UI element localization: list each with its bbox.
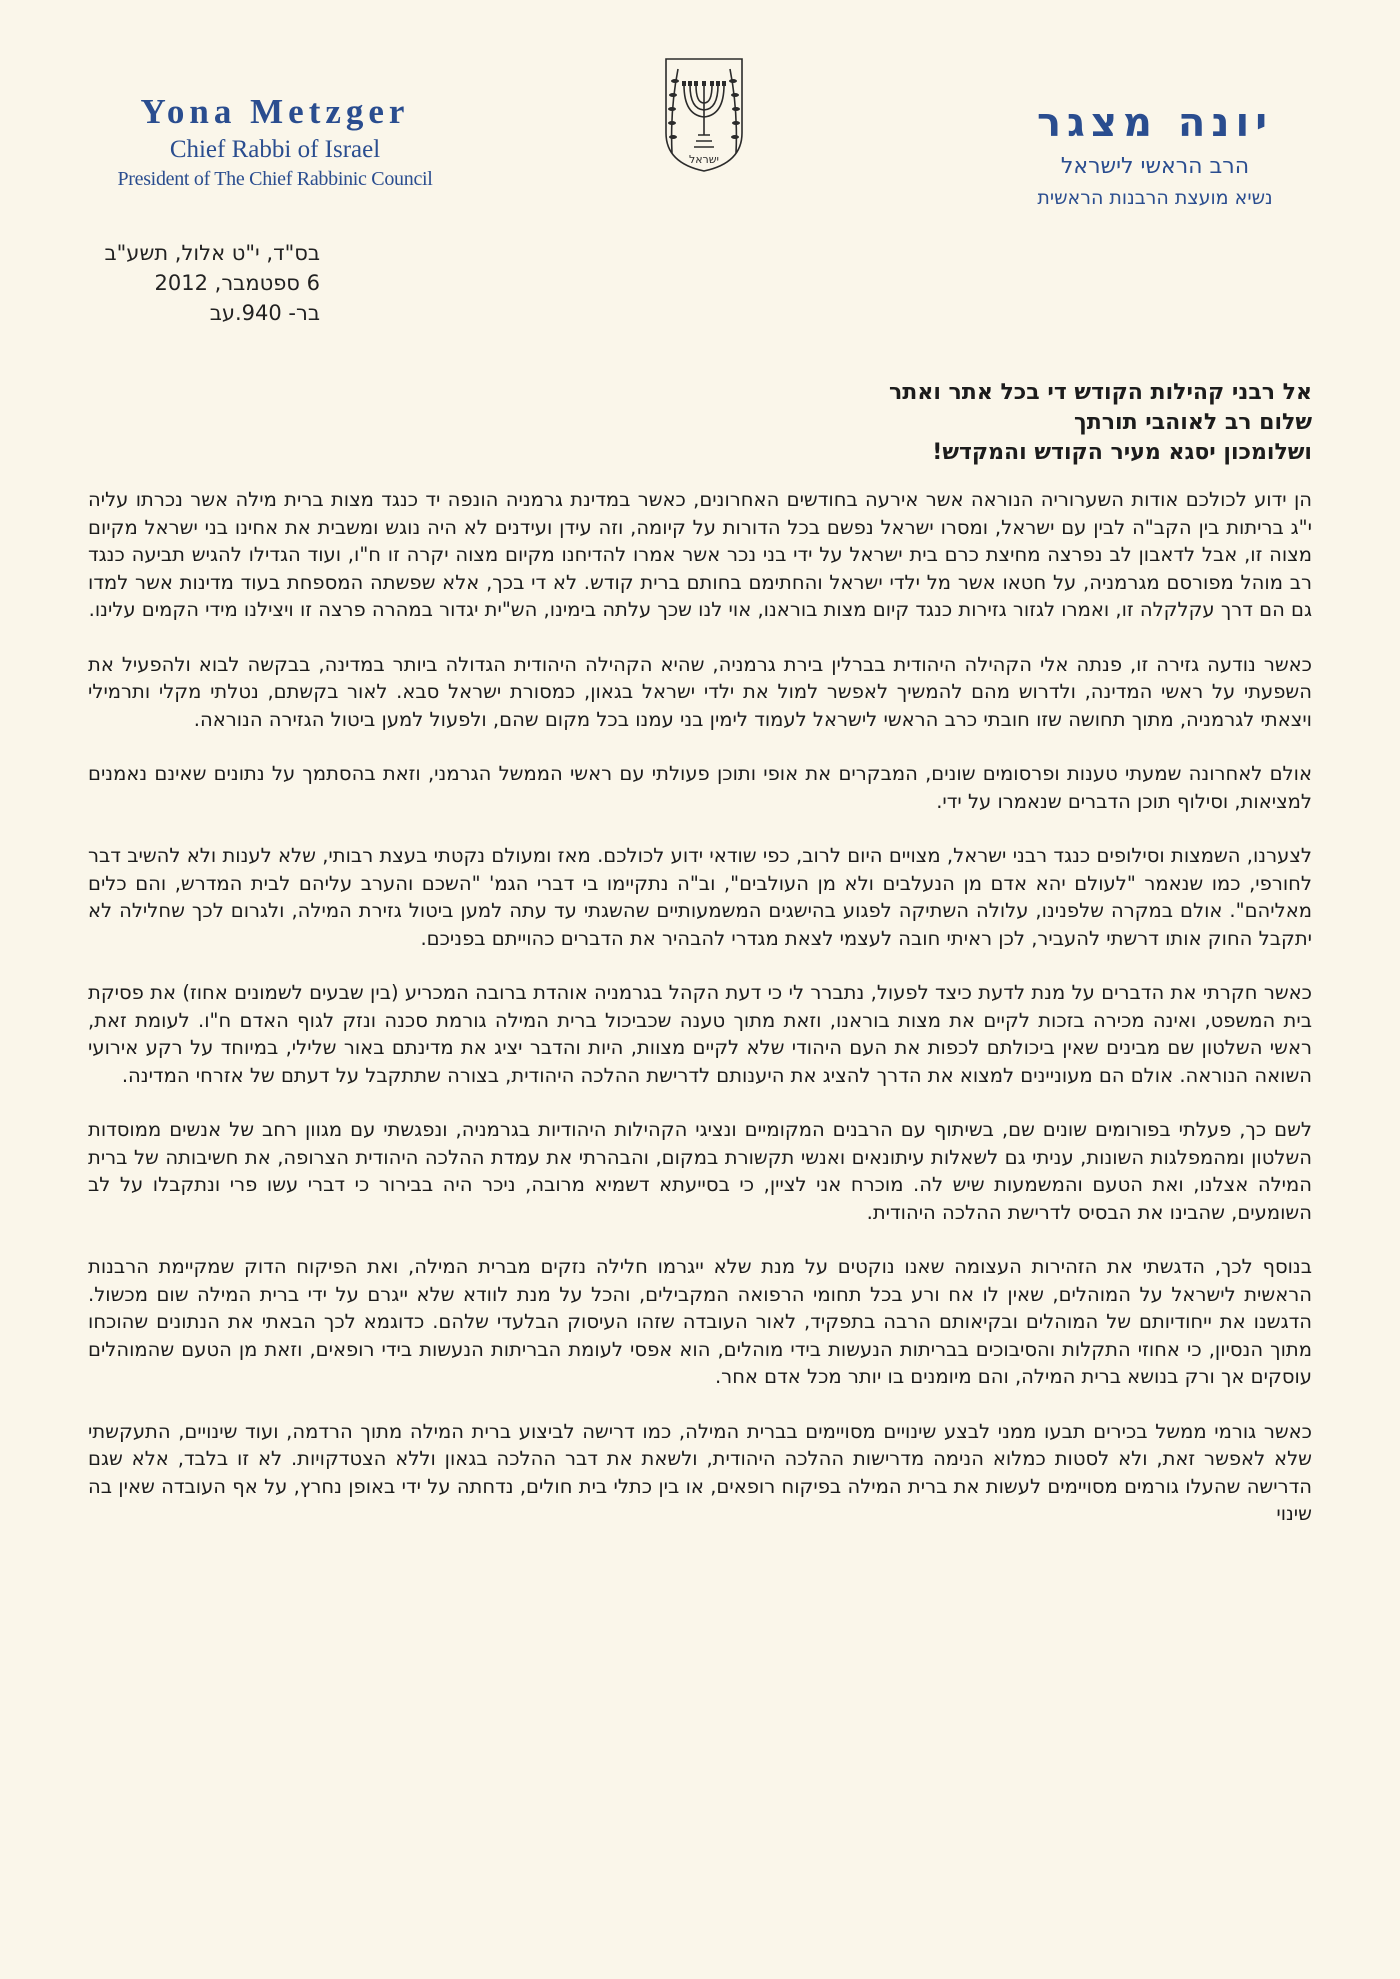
hebrew-date: בס"ד, י"ט אלול, תשע"ב xyxy=(104,241,320,265)
body-paragraph-7: בנוסף לכך, הדגשתי את הזהירות העצומה שאנו נוקטים על מנת שלא ייגרמו חלילה נזקים מברית המילה, ואת הפיקוח הדוק שמקיימת הרבנות הראשית לישראל על המוהלים, שאין לו אח ורע בכל תחומי הרפואה המקבילים, והכל על מנת לוודא שלא ייגרם על ידי ברית המילה שום מכשול. הדגשנו את ייחודיותם של המוהלים ובקיאותם הרבה בתפקיד, לאור העובדה שזהו העיסוק הבלעדי שלהם. כדוגמא לכך הבאתי את הנתונים שהוכחו מתוך הנסיון, כי אחוזי התקלות והסיבוכים בבריתות הנעשות בידי מוהלים, הוא אפסי לעומת הבריתות הנעשות בידי רופאים, וזאת מן הטעם שהמוהלים עוסקים אך ורק בנושא ברית המילה, והם מיומנים בו יותר מכל אדם אחר. xyxy=(88,1255,1312,1388)
body-paragraph-4: לצערנו, השמצות וסילופים כנגד רבני ישראל, מצויים היום לרוב, כפי שודאי ידוע לכולכם. מאז ומעולם נקטתי בעצת רבותי, שלא לענות ולא להשיב דבר לחורפי, כמו שנאמר "לעולם יהא אדם מן הנעלבים ולא מן העולבים", וב"ה נתקיימו בי דברי הגמ' "השכם והערב עליהם לבית המדרש, והם כלים מאליהם". אולם במקרה שלפנינו, עלולה השתיקה לפגוע בהישגים המשמעותיים שהשגתי עד עתה למען ביטול גזירת המילה, ולגרום לכך שחלילה לא יתקבל החוק אותו דרשתי להעביר, לכן ראיתי חובה לעצמי לצאת מגדרי להבהיר את הדברים כהוייתם בפניכם. xyxy=(88,844,1312,950)
emblem-label: ישראל xyxy=(688,153,720,166)
state-of-israel-emblem-icon xyxy=(658,55,750,175)
greeting-line-2: שלום רב לאוהבי תורתך xyxy=(1074,410,1312,435)
council-title-english: President of The Chief Rabbinic Council xyxy=(117,168,433,190)
gregorian-date: 6 ספטמבר, 2012 xyxy=(154,271,320,295)
greeting xyxy=(412,378,1312,468)
body-paragraph-3: אולם לאחרונה שמעתי טענות ופרסומים שונים, המבקרים את אופי ותוכן פעולתי עם ראשי הממשל הגרמני, וזאת בהסתמך על נתונים שאינם נאמנים למציאות, וסילוף תוכן הדברים שנאמרו על ידי. xyxy=(88,762,1312,813)
body-paragraph-8: כאשר גורמי ממשל בכירים תבעו ממני לבצע שינויים מסויימים בברית המילה, כמו דרישה לביצוע ברית המילה מתוך הרדמה, ועוד שינויים, התעקשתי שלא לאפשר זאת, ולא לסטות כמלוא הנימה מדרישות ההלכה היהודית, ולשאת את דבר ההלכה בגאון וללא הצטדקויות. לא זו בלבד, אלא שגם הדרישה שהעלו גורמים מסויימים לעשות את ברית המילה בפיקוח רופאים, או בין כתלי בית חולים, נדחתה על ידי באופן נחרץ, על אף העובדה שאין בה שינוי xyxy=(88,1419,1312,1525)
body-paragraph-5: כאשר חקרתי את הדברים על מנת לדעת כיצד לפעול, נתברר לי כי דעת הקהל בגרמניה אוהדת ברובה המכריע (בין שבעים לשמונים אחוז) את פסיקת בית המשפט, ואינה מכירה בזכות לקיים את מצות בוראנו, וזאת מתוך טענה שכביכול ברית המילה גורמת סכנה ונזק לגוף האדם ח"ו. לעומת זאת, ראשי השלטון שם מבינים שאין ביכולתם לכפות את העם היהודי שלא לקיים מצוות, היות והדבר יציג את מדינתם באור שלילי, במיוחד על רקע אירועי השואה הנוראה. אולם הם מעוניינים למצוא את הדרך להציג את היענותם לדרישת ההלכה היהודית, בצורה שתתקבל על דעתם של אזרחי המדינה. xyxy=(88,981,1312,1087)
rabbi-name-hebrew: יונה מצגר xyxy=(1036,100,1274,146)
body-paragraph-1: הן ידוע לכולכם אודות השערוריה הנוראה אשר אירעה בחודשים האחרונים, כאשר במדינת גרמניה הונפה יד כנגד מצות ברית מילה אשר נכרתו עליה י"ג בריתות בין הקב"ה לבין עם ישראל, ומסרו ישראל נפשם בכל הדורות על קיומה, וזה עידן ועידנים לא היה נוגש ומשבית את אחינו בני ישראל מקיום מצוה זו, אבל לדאבון לב נפרצה מחיצת כרם בית ישראל על ידי בני נכר אשר אמרו להדיחנו מקיום מצוה יקרה זו ח"ו, ועוד הגדילו להגיש תביעה כנגד רב מוהל מפורסם מגרמניה, על חטאו אשר מל ילדי ישראל והחתימם בחותם ברית קודש. לא די בכך, אלא שפשתה המספחת בעוד מדינות אשר למדו גם הם דרך עקלקלה זו, ואמרו לגזור גזירות כנגד קיום מצות בוראנו, אוי לנו שכך עלתה בימינו, הש"ית יגדור במהרה פרצה זו ויצילנו מידי הקמים עלינו. xyxy=(88,488,1312,621)
letter-body xyxy=(88,486,1312,1555)
council-title-hebrew: נשיא מועצת הרבנות הראשית xyxy=(1037,187,1273,209)
rabbi-name-english: Yona Metzger xyxy=(140,92,410,131)
rabbi-title-hebrew: הרב הראשי לישראל xyxy=(1060,154,1250,179)
letterhead-hebrew xyxy=(990,100,1320,209)
body-paragraph-6: לשם כך, פעלתי בפורומים שונים שם, בשיתוף עם הרבנים המקומיים ונציגי הקהילות היהודיות בגרמניה, ונפגשתי עם מגוון רחב של אנשים ממוסדות השלטון ומהמפלגות השונות, עניתי גם לשאלות עיתונאים ואנשי תקשורת במקום, והבהרתי את עמדת ההלכה היהודית הצרופה, את חשיבותה של ברית המילה אצלנו, ואת הטעם והמשמעות שיש לה. מוכרח אני לציין, כי בסייעתא דשמיא מרובה, ניכר היה בבירור כי דברי עשו פרי ונתקבלו על לב השומעים, שהבינו את הבסיס לדרישת ההלכה היהודית. xyxy=(88,1118,1312,1224)
greeting-line-1: אל רבני קהילות הקודש די בכל אתר ואתר xyxy=(889,380,1312,405)
reference-number: בר- 940.עב xyxy=(209,301,320,325)
greeting-line-3: ושלומכון יסגא מעיר הקודש והמקדש! xyxy=(932,440,1312,465)
rabbi-title-english: Chief Rabbi of Israel xyxy=(169,136,381,163)
letterhead-english xyxy=(80,92,470,191)
date-block xyxy=(105,238,321,328)
body-paragraph-2: כאשר נודעה גזירה זו, פנתה אלי הקהילה היהודית בברלין בירת גרמניה, שהיא הקהילה היהודית הגדולה ביותר במדינה, בבקשה לבוא ולהפעיל את השפעתי על ראשי המדינה, ולדרוש מהם להמשיך לאפשר למול את ילדי ישראל בגאון, כמסורת ישראל סבא. לאור בקשתם, נטלתי מקלי ותרמילי ויצאתי לגרמניה, מתוך תחושה שזו חובתי כרב הראשי לישראל לעמוד לימין בני עמנו בכל מקום שהם, ולפעול למען ביטול הגזירה הנוראה. xyxy=(88,652,1312,731)
